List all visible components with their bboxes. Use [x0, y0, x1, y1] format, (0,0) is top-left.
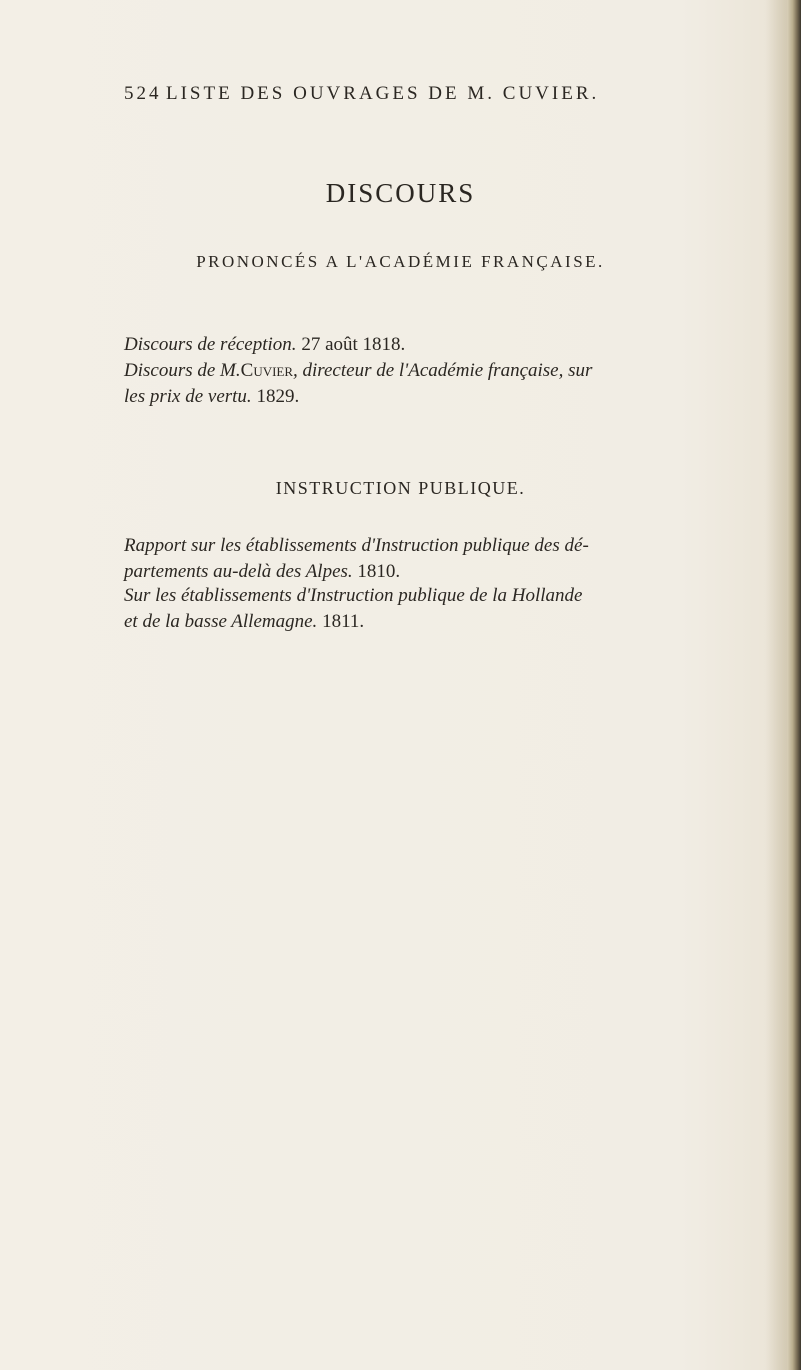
entry-discours-reception — [124, 332, 770, 358]
entry-date: 1810. — [357, 561, 401, 582]
running-head — [0, 83, 801, 113]
entry-date: 27 août 1818. — [301, 334, 406, 355]
entry-title: Discours de réception. — [124, 334, 297, 355]
running-head-title: LISTE DES OUVRAGES DE M. CUVIER. — [166, 83, 600, 104]
author-name: Cuvier — [240, 360, 294, 381]
entry-rapport-alpes — [124, 533, 770, 585]
section-title-discours: DISCOURS — [325, 178, 476, 208]
entry-title-part: , directeur de l'Académie française, sur — [293, 360, 593, 381]
entry-title-part: les prix de vertu. — [124, 386, 252, 407]
entry-title-part: et de la basse Allemagne. — [124, 611, 318, 632]
entry-title-part: Discours de M. — [124, 360, 241, 381]
entry-discours-prix-vertu — [124, 358, 770, 410]
section-subtitle-discours: PRONONCÉS A L'ACADÉMIE FRANÇAISE. — [196, 252, 605, 271]
entry-date: 1829. — [256, 386, 300, 407]
entry-title-part: Rapport sur les établissements d'Instruction publique des dé- — [124, 535, 589, 556]
section-title-instruction: INSTRUCTION PUBLIQUE. — [275, 478, 526, 498]
entry-date: 1811. — [322, 611, 365, 632]
entry-hollande-allemagne — [124, 583, 770, 635]
entry-title-part: partements au-delà des Alpes. — [124, 561, 353, 582]
page-number: 524 — [124, 83, 162, 104]
entry-title-part: Sur les établissements d'Instruction publique de la Hollande — [124, 585, 583, 606]
